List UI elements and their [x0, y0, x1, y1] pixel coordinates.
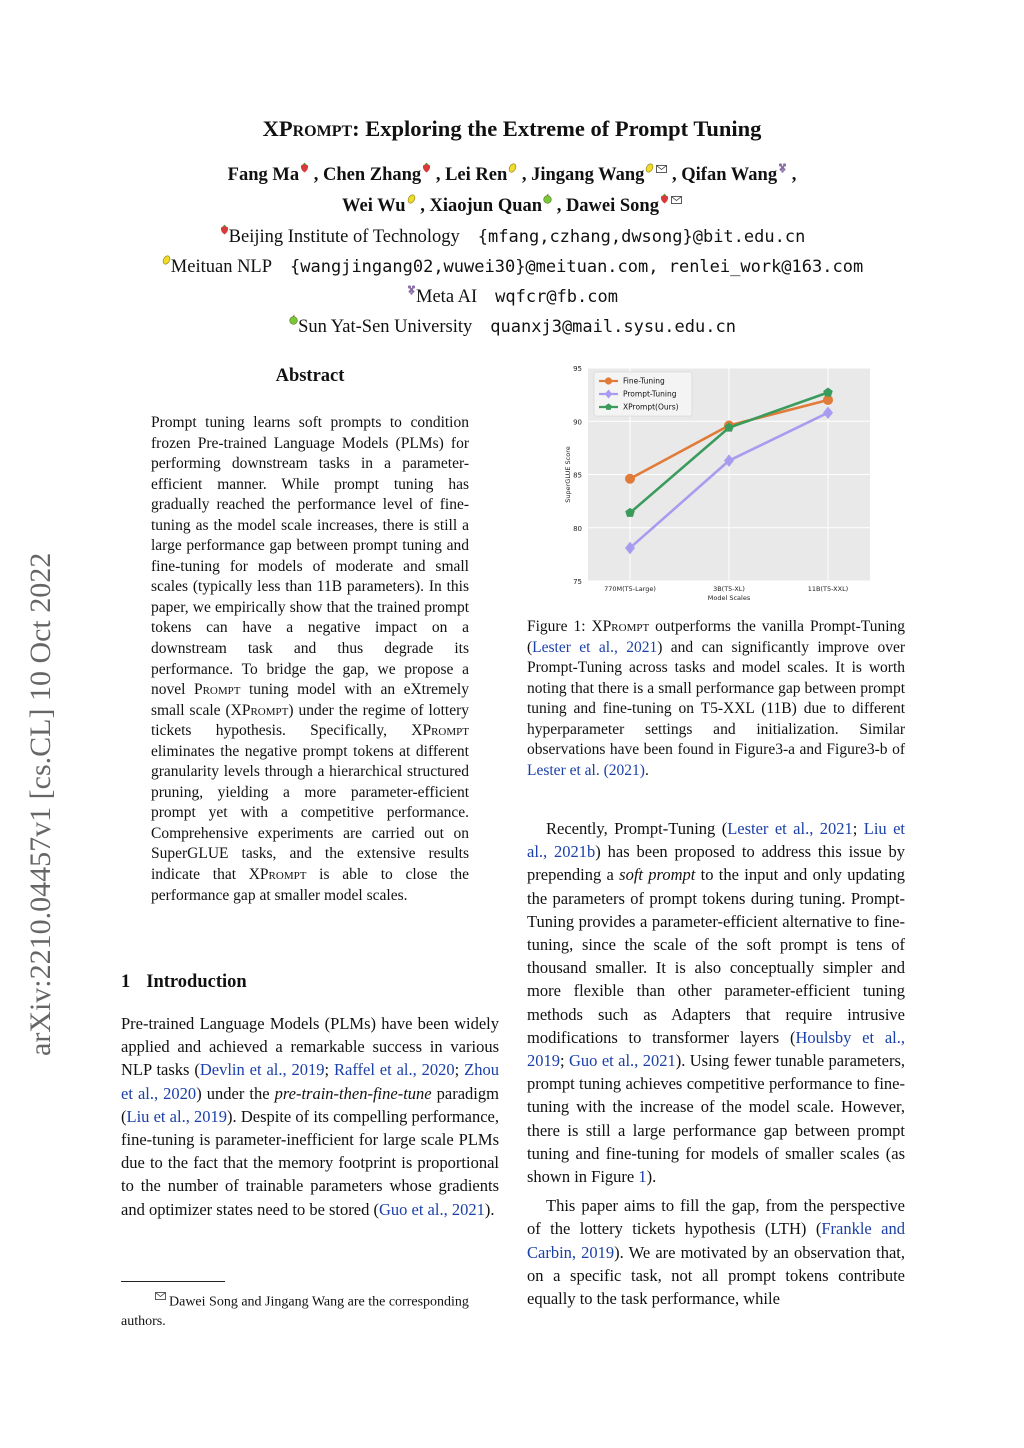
strawberry-icon	[660, 193, 669, 204]
arxiv-sidebar	[20, 458, 70, 1058]
affiliation-email: quanxj3@mail.sysu.edu.cn	[490, 317, 736, 338]
affiliation-bit	[0, 224, 1024, 248]
x-tick-label: 3B(T5-XL)	[713, 585, 745, 593]
intro-paragraph: Pre-trained Language Models (PLMs) have been widely applied and achieved a remarkable success in various NLP tasks (Devlin et al., 2019; Raffel et al., 2020; Zhou et al., 2020) under the pre-train-then-fine-tune paradigm (Liu et al., 2019). Despite of its compelling performance, fine-tuning is parameter-inefficient for large scale PLMs due to the fact that the memory footprint is proportional to the number of trainable parameters whose gradients and optimizer states need to be stored (Guo et al., 2021).	[121, 1014, 500, 1219]
strawberry-icon	[300, 162, 309, 173]
citation-link[interactable]: Zhou et al., 2020	[121, 1060, 499, 1103]
y-tick-label: 85	[573, 471, 582, 480]
title-rest: : Exploring the Extreme of Prompt Tuning	[352, 116, 762, 141]
section-heading-introduction: 1 Introduction	[121, 972, 247, 992]
affiliation-name: Sun Yat-Sen University	[298, 317, 473, 338]
citation-link[interactable]: Lester et al., 2021	[532, 638, 658, 656]
strawberry-icon	[220, 224, 229, 235]
y-axis-label: SuperGLUE Score	[564, 446, 572, 503]
envelope-icon	[155, 1292, 166, 1300]
footnote: Dawei Song and Jingang Wang are the corresponding authors.	[121, 1292, 499, 1331]
author-name: Fang Ma	[227, 165, 300, 186]
y-tick-label: 90	[573, 418, 582, 427]
author-name: Wei Wu	[342, 196, 406, 217]
affiliation-email: wqfcr@fb.com	[495, 287, 618, 308]
citation-link[interactable]: Guo et al., 2021	[569, 1051, 676, 1071]
affiliation-meituan	[0, 254, 1024, 278]
right-column-body: Recently, Prompt-Tuning (Lester et al., 2021; Liu et al., 2021b) has been proposed to address this issue by prepending a soft prompt to the input and only updating the parameters of prompt tokens during tuning. Prompt-Tuning provides a parameter-efficient alternative to fine-tuning, since the scale of the soft prompt is tens of thousand smaller. It is also conceptually simpler and more flexible than other parameter-efficient tuning methods such as Adapters that require intrusive modifications to transformer layers (Houlsby et al., 2019; Guo et al., 2021). Using fewer tunable parameters, prompt tuning achieves competitive performance to fine-tuning with the increase of the model scale. However, there is still a large performance gap between prompt tuning and fine-tuning for models of smaller scales (as shown in Figure 1). This paper aims to fill the gap, from the perspective of the lottery tickets hypothesis (LTH) (Frankle and Carbin, 2019). We are motivated by an observation that, on a specific task, not all prompt tokens contribute equally to the task performance, while	[527, 819, 906, 1309]
citation-link[interactable]: Liu et al., 2021b	[527, 819, 905, 862]
paper-title	[0, 116, 1024, 142]
citation-link[interactable]: Frankle and Carbin, 2019	[527, 1219, 905, 1262]
author-name: Dawei Song	[565, 196, 659, 217]
figure-link[interactable]: 1	[638, 1167, 647, 1187]
envelope-icon	[656, 165, 667, 173]
citation-link[interactable]: Lester et al. (2021)	[527, 761, 645, 779]
citation-link[interactable]: Liu et al., 2019	[126, 1106, 228, 1126]
y-tick-label: 75	[573, 578, 582, 586]
author-name: Xiaojun Quan	[429, 196, 543, 217]
legend-label: XPrompt(Ours)	[623, 402, 679, 412]
figure-1-caption: Figure 1: XPrompt outperforms the vanilla Prompt-Tuning (Lester et al., 2021) and can significantly improve over Prompt-Tuning across tasks and model scales. It is worth noting that there is a small performance gap between prompt tuning and fine-tuning on T5-XXL (11B) due to different hyperparameter settings and initialization. Similar observations have been found in Figure3-a and Figure3-b of Lester et al. (2021).	[527, 618, 905, 779]
author-name: Qifan Wang	[681, 165, 778, 186]
author-name: Chen Zhang	[322, 165, 422, 186]
affiliation-name: Meituan NLP	[170, 257, 273, 278]
apple-icon	[289, 314, 298, 325]
y-tick-label: 80	[573, 524, 582, 533]
data-point	[625, 474, 635, 484]
citation-link[interactable]: Raffel et al., 2020	[333, 1060, 455, 1080]
legend-label: Prompt-Tuning	[623, 389, 677, 399]
affiliation-name: Meta AI	[416, 287, 478, 308]
legend-label: Fine-Tuning	[623, 376, 665, 386]
title-xprompt: XPrompt	[262, 116, 353, 141]
abstract-heading: Abstract	[275, 366, 345, 386]
footnote-rule	[121, 1281, 225, 1282]
y-tick-label: 95	[573, 365, 582, 373]
envelope-icon	[671, 196, 682, 204]
affiliation-email: {mfang,czhang,dwsong}@bit.edu.cn	[477, 227, 806, 248]
citation-link[interactable]: Houlsby et al., 2019	[527, 1027, 905, 1071]
citation-link[interactable]: Lester et al., 2021	[727, 819, 853, 838]
affiliation-email: {wangjingang02,wuwei30}@meituan.com, renlei_work@163.com	[290, 257, 864, 278]
x-tick-label: 11B(T5-XXL)	[807, 585, 849, 593]
lemon-icon	[407, 193, 416, 204]
affiliation-meta	[0, 284, 1024, 308]
x-tick-label: 770M(T5-Large)	[604, 585, 656, 593]
author-name: Lei Ren	[445, 165, 508, 186]
author-line-2: Wei Wu , Xiaojun Quan , Dawei Song	[0, 193, 1024, 217]
lemon-icon	[162, 254, 171, 265]
affiliation-sysu	[0, 314, 1024, 338]
citation-link[interactable]: Guo et al., 2021	[378, 1199, 485, 1219]
strawberry-icon	[422, 162, 431, 173]
grape-icon	[778, 162, 787, 173]
citation-link[interactable]: Devlin et al., 2019	[199, 1060, 325, 1080]
author-name: Jingang Wang	[531, 165, 645, 186]
lemon-icon	[508, 162, 517, 173]
figure-1-chart	[548, 356, 888, 606]
abstract-body: Prompt tuning learns soft prompts to condition frozen Pre-trained Language Models (PLMs) for performing downstream tasks in a parameter-efficient manner. While prompt tuning has gradually reached the performance level of fine-tuning as the model scale increases, there is still a large performance gap between prompt tuning and fine-tuning for models of moderate and small scales (typically less than 11B parameters). In this paper, we empirically show that the trained prompt tokens can have a negative impact on a downstream task and thus degrade its performance. To bridge the gap, we propose a novel Prompt tuning model with an eXtremely small scale (XPrompt) under the regime of lottery tickets hypothesis. Specifically, XPrompt eliminates the negative prompt tokens at different granularity levels through a hierarchical structured pruning, yielding a more parameter-efficient prompt yet with a competitive performance. Comprehensive experiments are carried out on SuperGLUE tasks, and the extensive results indicate that XPrompt is able to close the performance gap at smaller model scales.	[151, 414, 469, 904]
legend-marker	[605, 377, 612, 384]
lemon-icon	[645, 162, 654, 173]
arxiv-identifier: arXiv:2210.04457v1 [cs.CL] 10 Oct 2022	[24, 552, 57, 1056]
apple-icon	[543, 193, 552, 204]
author-line-1: Fang Ma , Chen Zhang , Lei Ren , Jingang Wang , Qifan Wang ,	[0, 162, 1024, 186]
grape-icon	[407, 284, 416, 295]
x-axis-label: Model Scales	[707, 594, 751, 602]
affiliation-name: Beijing Institute of Technology	[228, 227, 460, 248]
